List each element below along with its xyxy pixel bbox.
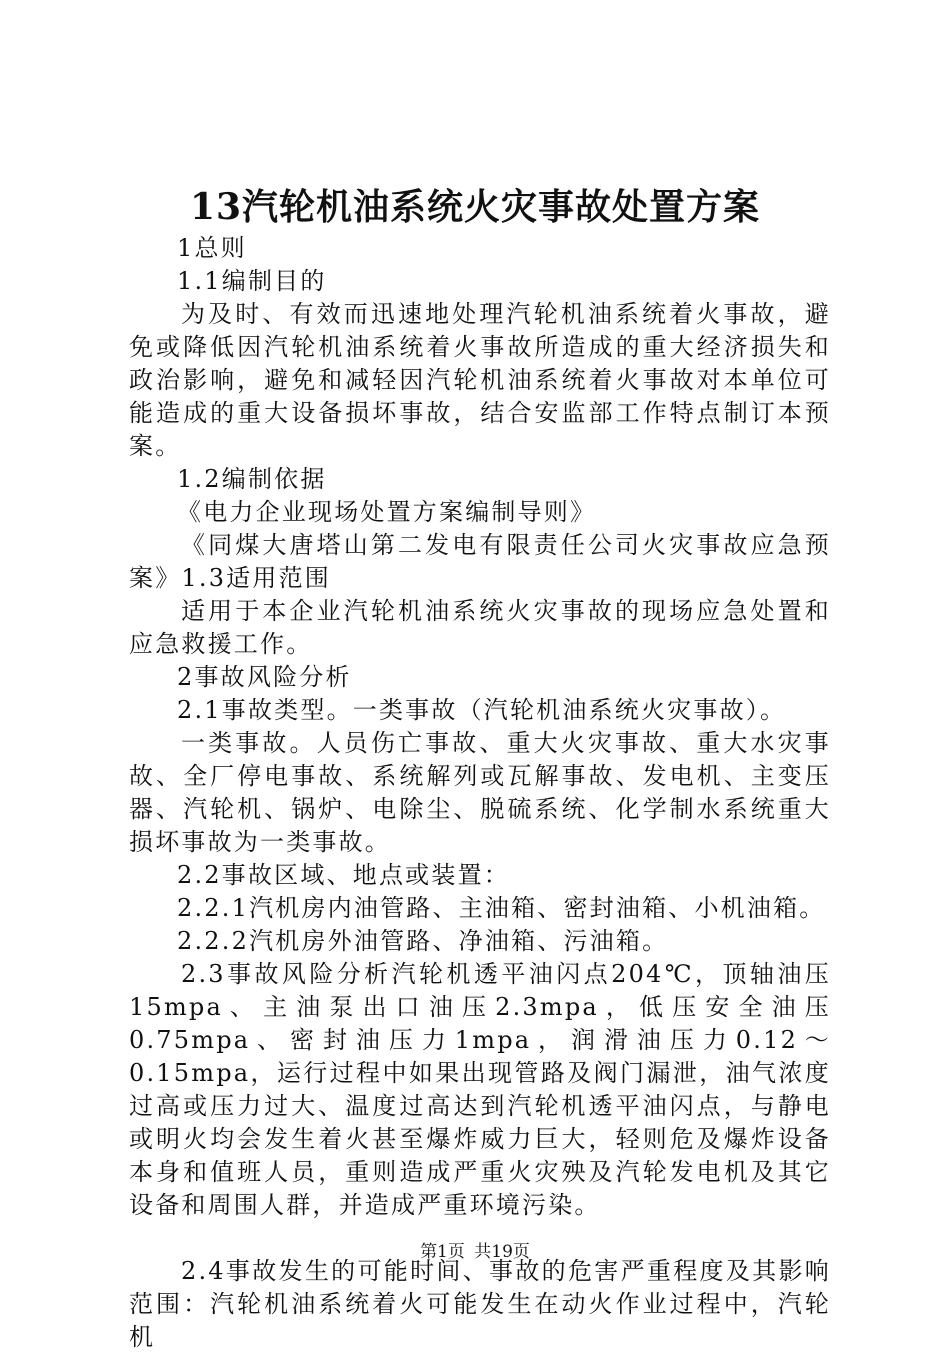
heading-1-2: 1.2编制依据 [177,465,327,493]
heading-2-1: 2.1事故类型。一类事故（汽轮机油系统火灾事故）。 [177,696,787,724]
paragraph-purpose: 为及时、有效而迅速地处理汽轮机油系统着火事故，避免或降低因汽轮机油系统着火事故所造成的重大经济损失和政治影响，避免和减轻因汽轮机油系统着火事故对本单位可能造成的重大设备损坏事故，结合安监部工作特点制订本预案。 [129,300,831,460]
paragraph-risk-analysis: 2.3事故风险分析汽轮机透平油闪点204℃，顶轴油压15mpa、主油泵出口油压2.3mpa，低压安全油压0.75mpa、密封油压力1mpa，润滑油压力0.12～0.15mpa，运行过程中如果出现管路及阀门漏泄，油气浓度过高或压力过大、温度过高达到汽轮机透平油闪点，与静电或明火均会发生着火甚至爆炸威力巨大，轻则危及爆炸设备本身和值班人员，重则造成严重火灾殃及汽轮发电机及其它设备和周围人群，并造成严重环境污染。 [129,960,831,1219]
reference-company-plan: 《同煤大唐塔山第二发电有限责任公司火灾事故应急预案》1.3适用范围 [129,531,831,592]
item-2-2-2: 2.2.2汽机房外油管路、净油箱、污油箱。 [177,927,669,955]
heading-1: 1总则 [177,234,247,262]
page-footer [0,1240,950,1264]
page-number: 第1页 [420,1242,465,1262]
paragraph-accident-class: 一类事故。人员伤亡事故、重大火灾事故、重大水灾事故、全厂停电事故、系统解列或瓦解事故、发电机、主变压器、汽轮机、锅炉、电除尘、脱硫系统、化学制水系统重大损坏事故为一类事故。 [129,729,831,856]
paragraph-scope: 适用于本企业汽轮机油系统火灾事故的现场应急处置和应急救援工作。 [129,597,831,658]
document-body [129,232,831,1354]
heading-2-2: 2.2事故区域、地点或装置： [177,861,510,889]
document-title: 13汽轮机油系统火灾事故处置方案 [189,186,761,228]
heading-2: 2事故风险分析 [177,663,352,691]
reference-guideline: 《电力企业现场处置方案编制导则》 [177,498,597,526]
paragraph-impact: 2.4事故发生的可能时间、事故的危害严重程度及其影响范围：汽轮机油系统着火可能发生在动火作业过程中，汽轮机 [129,1257,831,1351]
heading-1-1: 1.1编制目的 [177,267,327,295]
item-2-2-1: 2.2.1汽机房内油管路、主油箱、密封油箱、小机油箱。 [177,894,826,922]
page-total: 共19页 [474,1242,530,1262]
